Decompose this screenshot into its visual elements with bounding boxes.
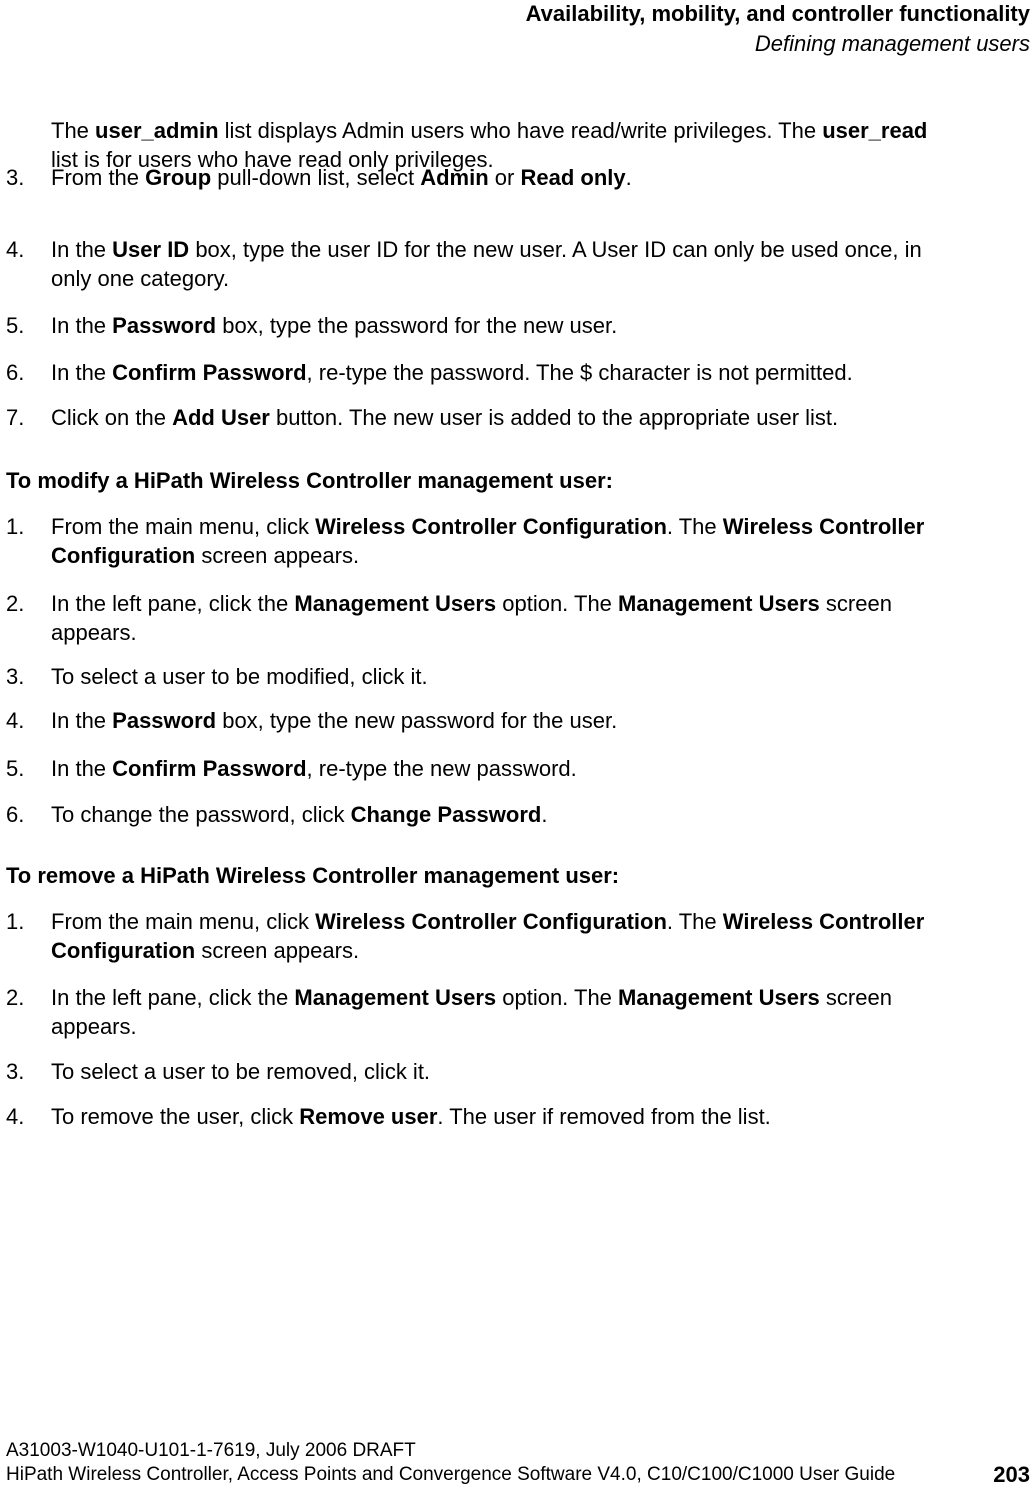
step-number: 1. [6, 909, 25, 934]
step-text: In the User ID box, type the user ID for the new user. A User ID can only be used once, in only one category. [51, 237, 922, 291]
section-title: Defining management users [754, 31, 1030, 56]
step-text: From the main menu, click Wireless Controller Configuration. The Wireless Controller Configuration screen appears. [51, 909, 925, 963]
step-number: 6. [6, 802, 25, 827]
step-number: 3. [6, 165, 25, 190]
step-text: In the left pane, click the Management Users option. The Management Users screen appears. [51, 591, 892, 645]
step-text: From the main menu, click Wireless Controller Configuration. The Wireless Controller Configuration screen appears. [51, 514, 925, 568]
step-number: 3. [6, 1059, 25, 1084]
step-number: 4. [6, 1104, 25, 1129]
step-number: 3. [6, 664, 25, 689]
step-text: Click on the Add User button. The new user is added to the appropriate user list. [51, 405, 839, 430]
step-text: To remove the user, click Remove user. The user if removed from the list. [51, 1104, 771, 1129]
modify-heading: To modify a HiPath Wireless Controller management user: [6, 468, 613, 493]
step-number: 4. [6, 708, 25, 733]
footer-title: HiPath Wireless Controller, Access Points and Convergence Software V4.0, C10/C100/C1000 User Guide [6, 1464, 896, 1485]
step-text: From the Group pull-down list, select Admin or Read only. [51, 165, 632, 190]
step-text: In the left pane, click the Management Users option. The Management Users screen appears. [51, 985, 892, 1039]
step-number: 4. [6, 237, 25, 262]
chapter-title: Availability, mobility, and controller functionality [525, 1, 1030, 26]
step-text: In the Confirm Password, re-type the password. The $ character is not permitted. [51, 360, 853, 385]
page-number: 203 [993, 1462, 1030, 1487]
step-number: 7. [6, 405, 25, 430]
step-text: To change the password, click Change Password. [51, 802, 548, 827]
step-text: In the Confirm Password, re-type the new password. [51, 756, 577, 781]
step-text: To select a user to be modified, click it. [51, 664, 428, 689]
step-number: 5. [6, 313, 25, 338]
step-number: 5. [6, 756, 25, 781]
intro-paragraph: The user_admin list displays Admin users who have read/write privileges. The user_read list is for users who have read only privileges. [51, 118, 928, 172]
step-number: 2. [6, 591, 25, 616]
step-number: 2. [6, 985, 25, 1010]
step-text: In the Password box, type the password for the new user. [51, 313, 618, 338]
step-number: 6. [6, 360, 25, 385]
step-number: 1. [6, 514, 25, 539]
step-text: To select a user to be removed, click it. [51, 1059, 431, 1084]
remove-heading: To remove a HiPath Wireless Controller management user: [6, 863, 620, 888]
footer-doc-id: A31003-W1040-U101-1-7619, July 2006 DRAFT [6, 1440, 416, 1461]
step-text: In the Password box, type the new password for the user. [51, 708, 618, 733]
